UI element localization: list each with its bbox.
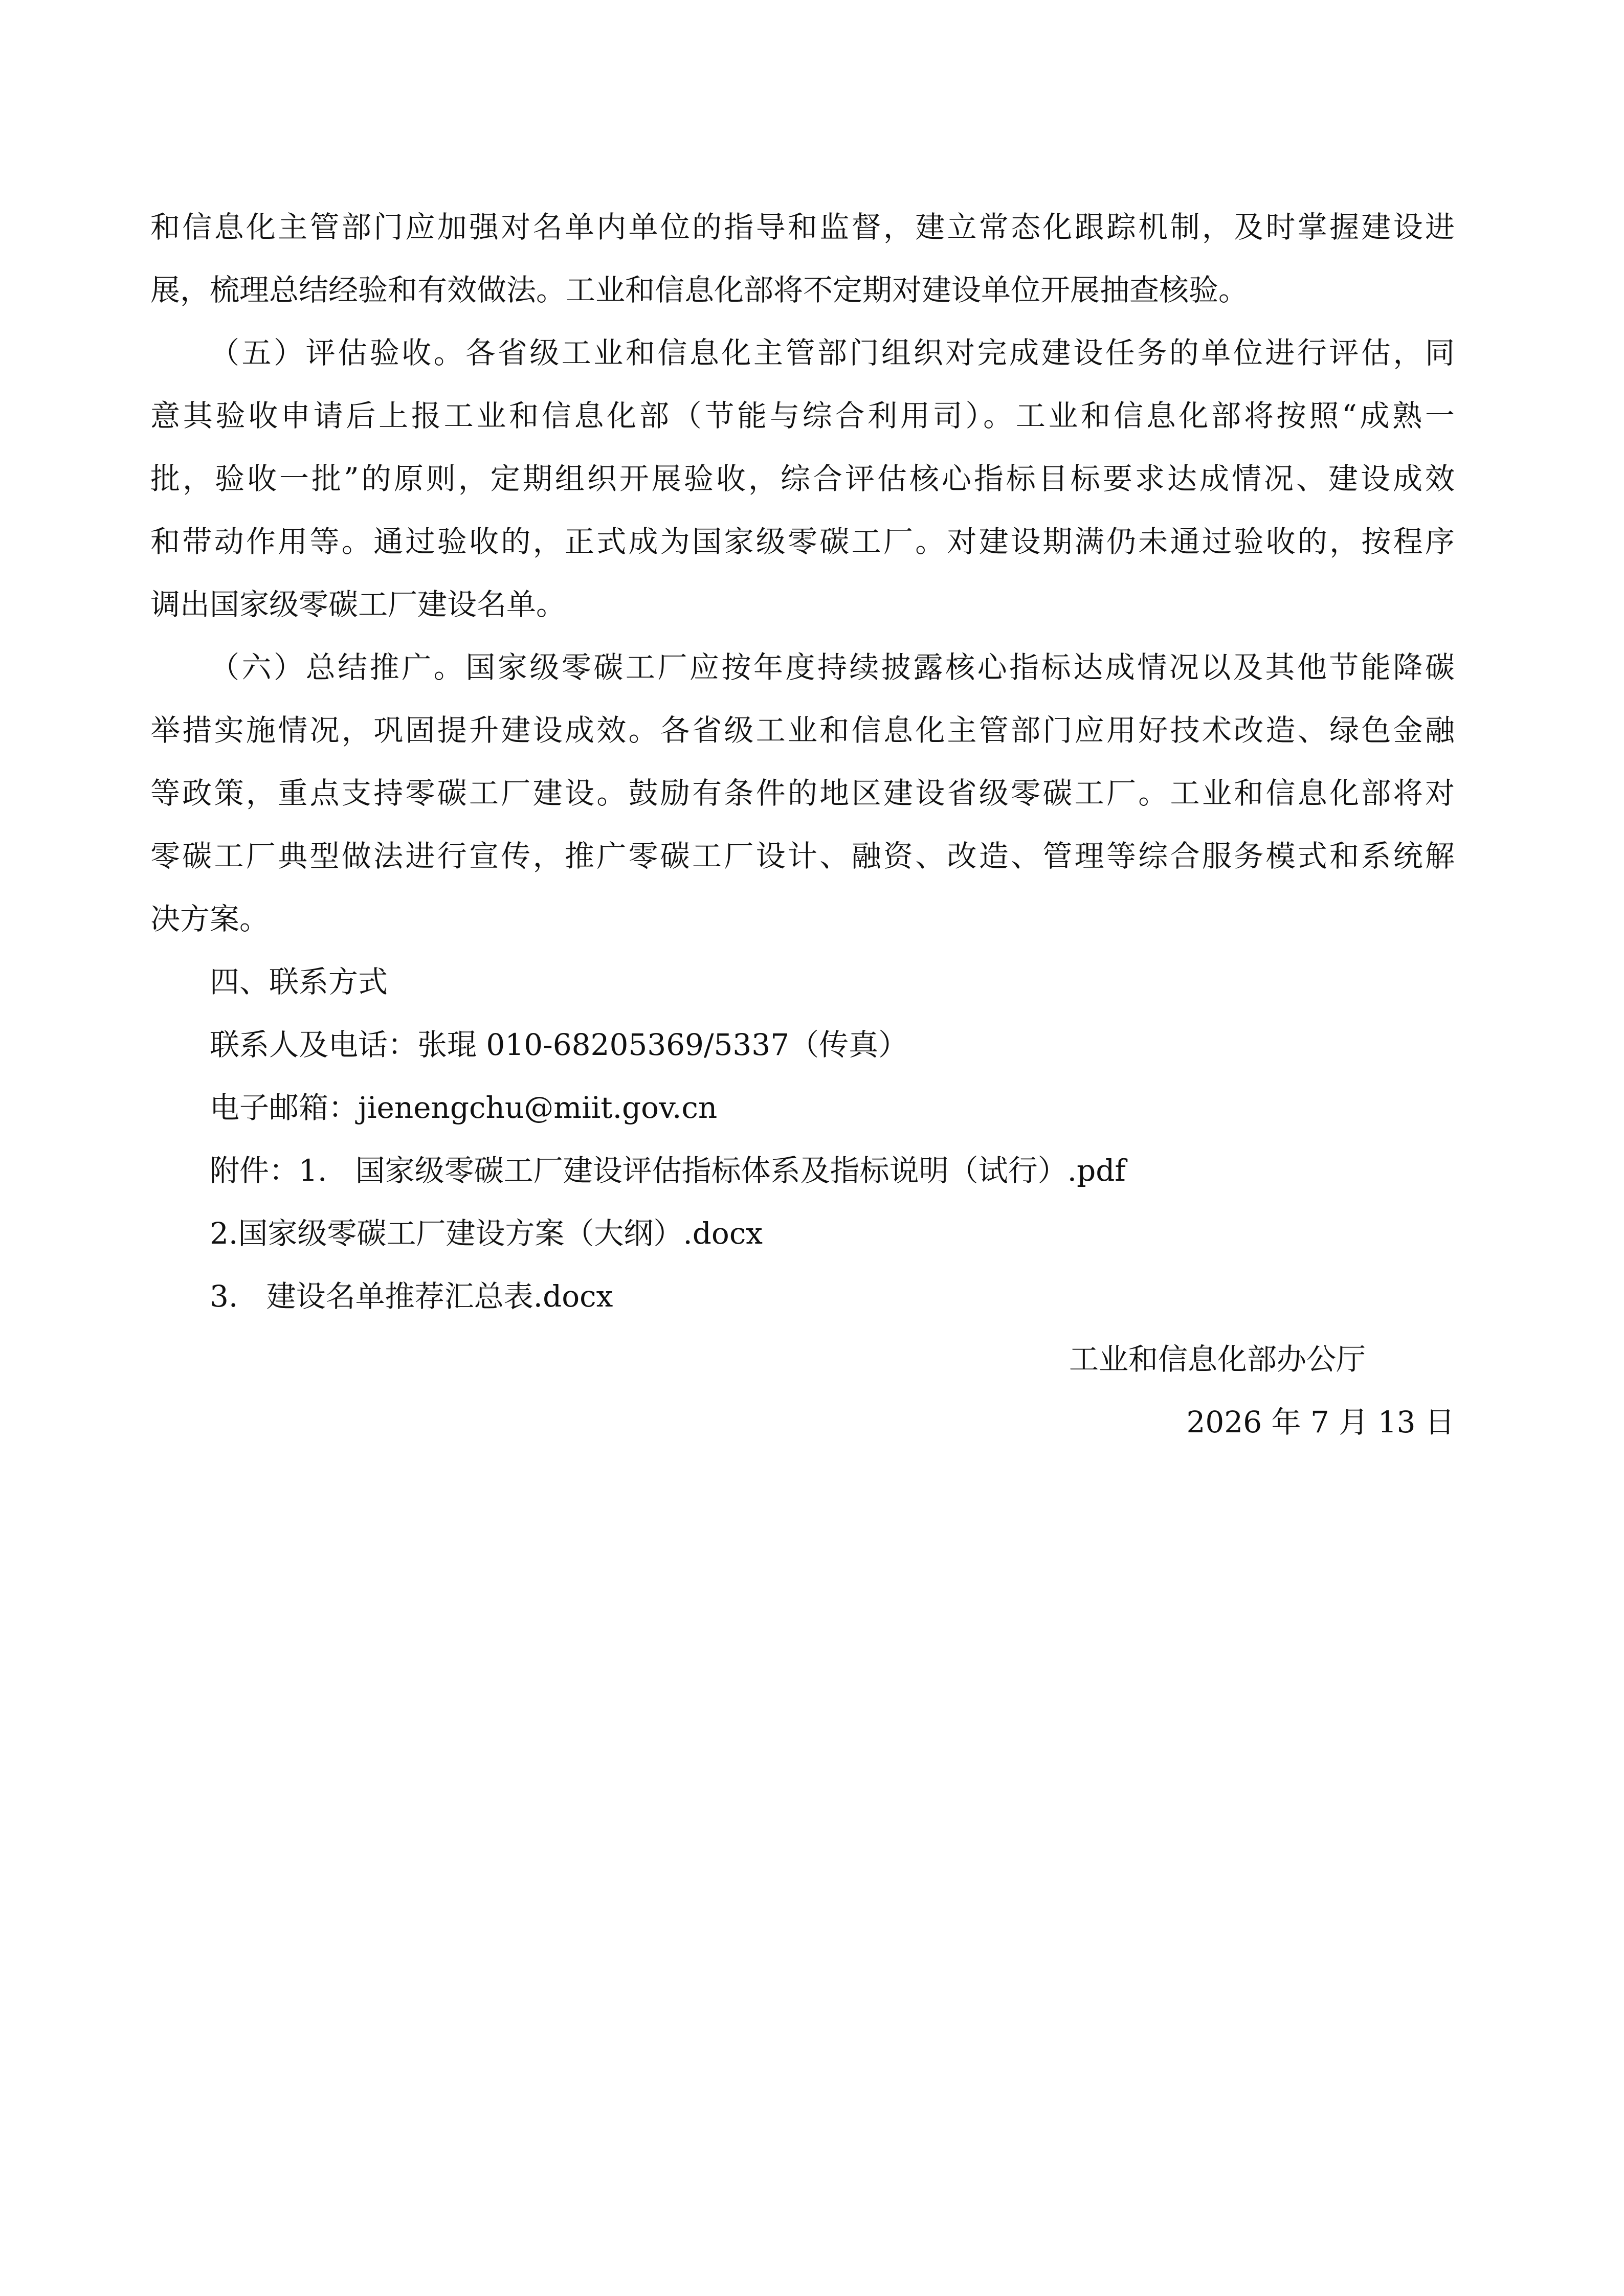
text-line: 举措实施情况，巩固提升建设成效。各省级工业和信息化主管部门应用好技术改造、绿色金融 bbox=[150, 713, 1455, 748]
text-line: 和带动作用等。通过验收的，正式成为国家级零碳工厂。对建设期满仍未通过验收的，按程序 bbox=[150, 524, 1455, 559]
text-line: 零碳工厂典型做法进行宣传，推广零碳工厂设计、融资、改造、管理等综合服务模式和系统解 bbox=[150, 839, 1455, 873]
attachment-list bbox=[150, 1139, 1455, 1328]
text-line: 意其验收申请后上报工业和信息化部（节能与综合利用司）。工业和信息化部将按照“成熟一 bbox=[150, 398, 1455, 433]
paragraph-evaluation-acceptance bbox=[150, 322, 1455, 636]
text-line: 和信息化主管部门应加强对名单内单位的指导和监督，建立常态化跟踪机制，及时掌握建设进 bbox=[150, 210, 1455, 244]
text-line: 决方案。 bbox=[150, 902, 270, 936]
contact-line: 联系人及电话：张琨 010-68205369/5337（传真） bbox=[210, 1027, 908, 1062]
text-line: 调出国家级零碳工厂建设名单。 bbox=[150, 587, 566, 622]
text-line: 批，验收一批”的原则，定期组织开展验收，综合评估核心指标目标要求达成情况、建设成效 bbox=[150, 461, 1455, 496]
text-line: （六）总结推广。国家级零碳工厂应按年度持续披露核心指标达成情况以及其他节能降碳 bbox=[210, 650, 1455, 685]
text-line: （五）评估验收。各省级工业和信息化主管部门组织对完成建设任务的单位进行评估，同 bbox=[210, 335, 1455, 370]
attachment-item: 3. 建设名单推荐汇总表.docx bbox=[210, 1279, 613, 1314]
text-line: 展，梳理总结经验和有效做法。工业和信息化部将不定期对建设单位开展抽查核验。 bbox=[150, 273, 1249, 307]
date: 2026 年 7 月 13 日 bbox=[1186, 1405, 1455, 1439]
attachment-item: 2.国家级零碳工厂建设方案（大纲）.docx bbox=[210, 1216, 763, 1251]
signature: 工业和信息化部办公厅 bbox=[1069, 1342, 1366, 1377]
attachment-item: 附件：1. 国家级零碳工厂建设评估指标体系及指标说明（试行）.pdf bbox=[210, 1153, 1126, 1188]
text-line: 等政策，重点支持零碳工厂建设。鼓励有条件的地区建设省级零碳工厂。工业和信息化部将对 bbox=[150, 776, 1455, 811]
paragraph-supervision bbox=[150, 196, 1455, 322]
document-body bbox=[150, 196, 1455, 1454]
section-heading: 四、联系方式 bbox=[210, 964, 388, 999]
email-line: 电子邮箱：jienengchu@miit.gov.cn bbox=[210, 1090, 718, 1125]
paragraph-summary-promotion bbox=[150, 636, 1455, 951]
